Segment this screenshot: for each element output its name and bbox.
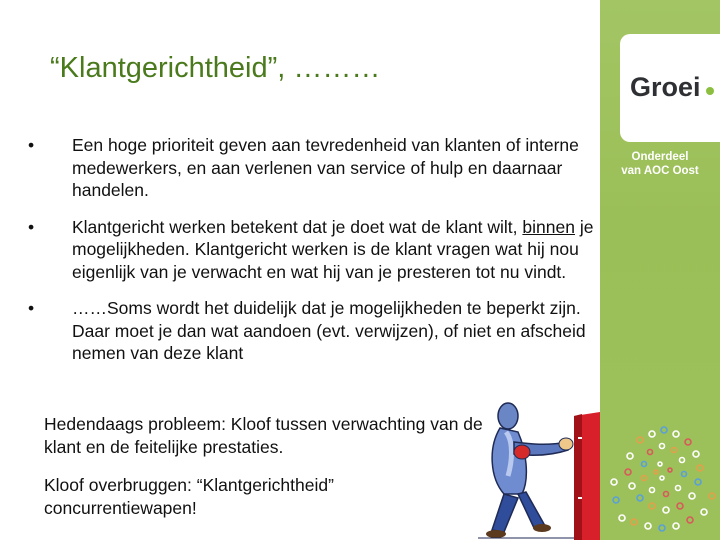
decorative-dots-icon bbox=[600, 400, 720, 540]
slide-title: “Klantgerichtheid”, ……… bbox=[50, 52, 381, 84]
solution-paragraph: Kloof overbruggen: “Klantgerichtheid” concurrentiewapen! bbox=[44, 475, 334, 518]
groei-logo: Groei bbox=[630, 72, 701, 102]
person-pushing-wall-icon bbox=[478, 398, 600, 540]
logo-card bbox=[620, 34, 720, 142]
bullet-item bbox=[28, 297, 594, 365]
bullet-item bbox=[28, 134, 594, 202]
sidebar-subtitle-line2: van AOC Oost bbox=[621, 165, 699, 177]
bullet-item bbox=[28, 216, 594, 284]
bullet-marker: • bbox=[28, 298, 35, 318]
sidebar-subtitle-line1: Onderdeel bbox=[631, 151, 689, 163]
logo-dot-icon bbox=[706, 87, 714, 95]
problem-paragraph: Hedendaags probleem: Kloof tussen verwachting van de klant en de feitelijke prestaties. bbox=[44, 414, 483, 457]
brand-sidebar bbox=[600, 0, 720, 540]
bullet-marker: • bbox=[28, 216, 35, 237]
bullet-list bbox=[28, 134, 594, 379]
bullet-text-rest: je mogelijkheden. Klantgericht werken is de klant vragen wat hij nou eigenlijk van je verwacht en wat hij van je presteren tot nu vindt. bbox=[72, 216, 594, 282]
bullet-text: ……Soms wordt het duidelijk dat je mogelijkheden te beperkt zijn. Daar moet je dan wat aandoen (evt. verwijzen), of niet en afscheid nemen van deze klant bbox=[72, 298, 586, 363]
bullet-marker: • bbox=[28, 135, 35, 155]
bullet-underlined-text: binnen bbox=[522, 216, 575, 237]
bullet-text: Een hoge prioriteit geven aan tevredenheid van klanten of interne medewerkers, en aan verlenen van service of hulp en daarnaar handelen. bbox=[72, 135, 579, 200]
bullet-text: Klantgericht werken betekent dat je doet wat de klant wilt, bbox=[72, 216, 523, 237]
